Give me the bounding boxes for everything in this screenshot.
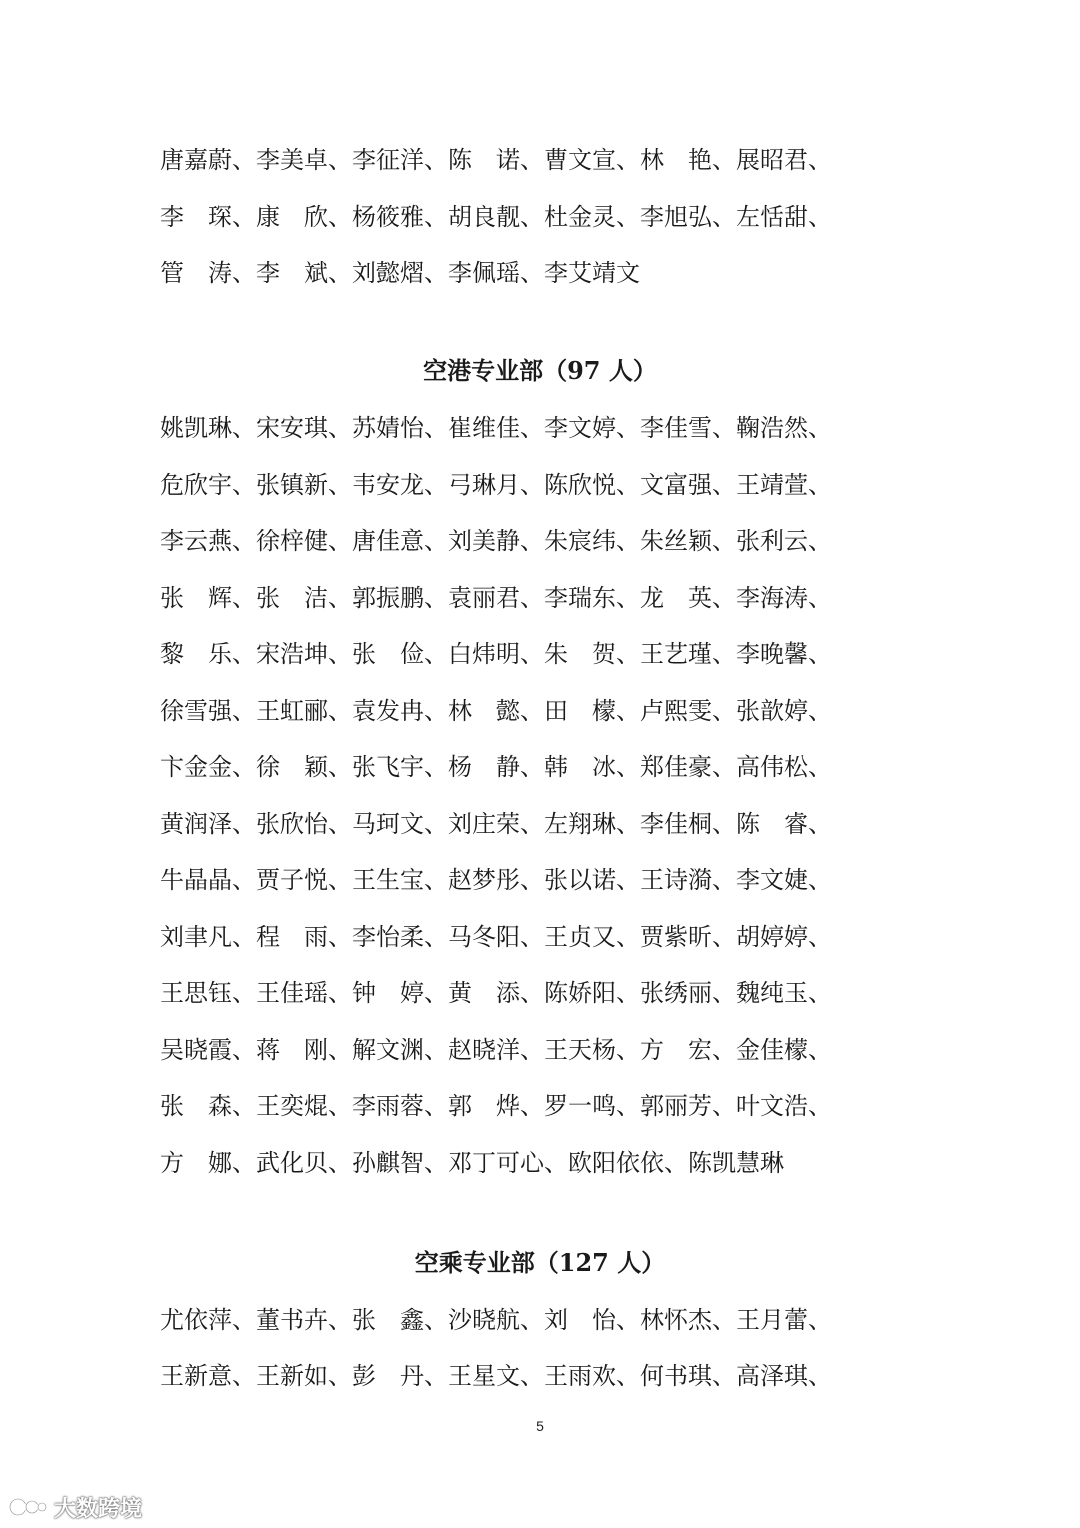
name-entry: 张 鑫、 bbox=[352, 1306, 448, 1334]
name-entry: 武化贝、 bbox=[256, 1149, 352, 1177]
name-entry: 龙 英、 bbox=[640, 584, 736, 612]
name-line bbox=[160, 408, 920, 448]
name-entry: 王靖萱、 bbox=[736, 471, 832, 499]
name-entry: 马珂文、 bbox=[352, 810, 448, 838]
name-entry: 郭丽芳、 bbox=[640, 1092, 736, 1120]
name-entry: 李雨蓉、 bbox=[352, 1092, 448, 1120]
name-entry: 黎 乐、 bbox=[160, 640, 256, 668]
name-entry: 弓琳月、 bbox=[448, 471, 544, 499]
name-entry: 王星文、 bbox=[448, 1362, 544, 1390]
name-entry: 唐佳意、 bbox=[352, 527, 448, 555]
name-entry: 刘庄荣、 bbox=[448, 810, 544, 838]
name-entry: 左翔琳、 bbox=[544, 810, 640, 838]
name-entry: 崔维佳、 bbox=[448, 414, 544, 442]
name-line bbox=[160, 465, 920, 505]
name-entry: 文富强、 bbox=[640, 471, 736, 499]
name-entry: 黄 添、 bbox=[448, 979, 544, 1007]
name-line bbox=[160, 804, 920, 844]
name-entry: 卞金金、 bbox=[160, 753, 256, 781]
name-entry: 王月蕾、 bbox=[736, 1306, 832, 1334]
name-entry: 张欣怡、 bbox=[256, 810, 352, 838]
name-entry: 袁发冉、 bbox=[352, 697, 448, 725]
name-entry: 王思钰、 bbox=[160, 979, 256, 1007]
name-entry: 郑佳豪、 bbox=[640, 753, 736, 781]
name-entry: 张歆婷、 bbox=[736, 697, 832, 725]
name-entry: 王雨欢、 bbox=[544, 1362, 640, 1390]
name-entry: 李怡柔、 bbox=[352, 923, 448, 951]
name-entry: 张 俭、 bbox=[352, 640, 448, 668]
watermark-text: 大数跨境 bbox=[54, 1496, 143, 1522]
name-entry: 陈 诺、 bbox=[448, 146, 544, 174]
name-entry: 贾子悦、 bbox=[256, 866, 352, 894]
name-entry: 张镇新、 bbox=[256, 471, 352, 499]
name-entry: 高伟松、 bbox=[736, 753, 832, 781]
name-line bbox=[160, 197, 920, 237]
name-entry: 张利云、 bbox=[736, 527, 832, 555]
name-line bbox=[160, 973, 920, 1013]
name-entry: 贾紫昕、 bbox=[640, 923, 736, 951]
name-entry: 陈欣悦、 bbox=[544, 471, 640, 499]
name-entry: 沙晓航、 bbox=[448, 1306, 544, 1334]
name-entry: 邓丁可心、 bbox=[448, 1149, 568, 1177]
name-line bbox=[160, 1030, 920, 1070]
name-entry: 牛晶晶、 bbox=[160, 866, 256, 894]
name-entry: 韦安龙、 bbox=[352, 471, 448, 499]
name-entry: 李征洋、 bbox=[352, 146, 448, 174]
name-entry: 王奕焜、 bbox=[256, 1092, 352, 1120]
name-line bbox=[160, 578, 920, 618]
section-heading-cabin: 空乘专业部（127 人） bbox=[414, 1248, 666, 1277]
name-entry: 刘 怡、 bbox=[544, 1306, 640, 1334]
name-line bbox=[160, 917, 920, 957]
name-entry: 张 洁、 bbox=[256, 584, 352, 612]
name-entry: 徐雪强、 bbox=[160, 697, 256, 725]
name-entry: 李文婕、 bbox=[736, 866, 832, 894]
name-entry: 钟 婷、 bbox=[352, 979, 448, 1007]
name-entry: 叶文浩、 bbox=[736, 1092, 832, 1120]
name-entry: 李云燕、 bbox=[160, 527, 256, 555]
name-entry: 胡婷婷、 bbox=[736, 923, 832, 951]
name-entry: 董书卉、 bbox=[256, 1306, 352, 1334]
name-entry: 杜金灵、 bbox=[544, 203, 640, 231]
name-line bbox=[160, 860, 920, 900]
name-entry: 徐 颖、 bbox=[256, 753, 352, 781]
name-entry: 田 檬、 bbox=[544, 697, 640, 725]
name-entry: 罗一鸣、 bbox=[544, 1092, 640, 1120]
name-entry: 王诗漪、 bbox=[640, 866, 736, 894]
name-line bbox=[160, 1086, 920, 1126]
name-entry: 方 宏、 bbox=[640, 1036, 736, 1064]
name-entry: 朱丝颖、 bbox=[640, 527, 736, 555]
name-entry: 马冬阳、 bbox=[448, 923, 544, 951]
name-entry: 张以诺、 bbox=[544, 866, 640, 894]
name-entry: 张 辉、 bbox=[160, 584, 256, 612]
name-entry: 尤依萍、 bbox=[160, 1306, 256, 1334]
name-entry: 孙麒智、 bbox=[352, 1149, 448, 1177]
name-entry: 李海涛、 bbox=[736, 584, 832, 612]
name-entry: 朱宸纬、 bbox=[544, 527, 640, 555]
name-entry: 魏纯玉、 bbox=[736, 979, 832, 1007]
name-entry: 王新如、 bbox=[256, 1362, 352, 1390]
name-entry: 王虹郦、 bbox=[256, 697, 352, 725]
name-line bbox=[160, 521, 920, 561]
name-entry: 解文渊、 bbox=[352, 1036, 448, 1064]
name-line bbox=[160, 1300, 920, 1340]
name-entry: 林 艳、 bbox=[640, 146, 736, 174]
name-entry: 李旭弘、 bbox=[640, 203, 736, 231]
name-entry: 蒋 刚、 bbox=[256, 1036, 352, 1064]
name-entry: 李美卓、 bbox=[256, 146, 352, 174]
name-entry: 杨 静、 bbox=[448, 753, 544, 781]
name-entry: 程 雨、 bbox=[256, 923, 352, 951]
name-entry: 刘聿凡、 bbox=[160, 923, 256, 951]
name-entry: 高泽琪、 bbox=[736, 1362, 832, 1390]
name-entry: 袁丽君、 bbox=[448, 584, 544, 612]
name-line bbox=[160, 253, 920, 293]
name-entry: 陈娇阳、 bbox=[544, 979, 640, 1007]
name-entry: 卢熙雯、 bbox=[640, 697, 736, 725]
name-entry: 郭 烨、 bbox=[448, 1092, 544, 1120]
name-entry: 唐嘉蔚、 bbox=[160, 146, 256, 174]
name-entry: 李佳桐、 bbox=[640, 810, 736, 838]
name-entry: 宋浩坤、 bbox=[256, 640, 352, 668]
name-entry: 李 琛、 bbox=[160, 203, 256, 231]
name-line bbox=[160, 691, 920, 731]
name-entry: 朱 贺、 bbox=[544, 640, 640, 668]
name-entry: 李晚馨、 bbox=[736, 640, 832, 668]
name-entry: 李佩瑶、 bbox=[448, 259, 544, 287]
name-entry: 韩 冰、 bbox=[544, 753, 640, 781]
name-entry: 刘美静、 bbox=[448, 527, 544, 555]
name-entry: 黄润泽、 bbox=[160, 810, 256, 838]
name-line bbox=[160, 1143, 920, 1183]
name-entry: 左恬甜、 bbox=[736, 203, 832, 231]
name-entry: 张 森、 bbox=[160, 1092, 256, 1120]
name-entry: 吴晓霞、 bbox=[160, 1036, 256, 1064]
name-entry: 管 涛、 bbox=[160, 259, 256, 287]
name-entry: 王天杨、 bbox=[544, 1036, 640, 1064]
name-entry: 赵晓洋、 bbox=[448, 1036, 544, 1064]
name-entry: 彭 丹、 bbox=[352, 1362, 448, 1390]
name-entry: 赵梦彤、 bbox=[448, 866, 544, 894]
name-entry: 鞠浩然、 bbox=[736, 414, 832, 442]
name-entry: 张绣丽、 bbox=[640, 979, 736, 1007]
name-entry: 张飞宇、 bbox=[352, 753, 448, 781]
name-entry: 李 斌、 bbox=[256, 259, 352, 287]
name-entry: 王新意、 bbox=[160, 1362, 256, 1390]
name-entry: 李瑞东、 bbox=[544, 584, 640, 612]
name-entry: 郭振鹏、 bbox=[352, 584, 448, 612]
name-entry: 李文婷、 bbox=[544, 414, 640, 442]
name-entry: 姚凯琳、 bbox=[160, 414, 256, 442]
name-entry: 欧阳依依、 bbox=[568, 1149, 688, 1177]
name-entry: 何书琪、 bbox=[640, 1362, 736, 1390]
name-entry: 王贞又、 bbox=[544, 923, 640, 951]
name-line bbox=[160, 140, 920, 180]
name-entry: 白炜明、 bbox=[448, 640, 544, 668]
name-entry: 陈凯慧琳 bbox=[688, 1149, 784, 1177]
name-entry: 金佳檬、 bbox=[736, 1036, 832, 1064]
page-number: 5 bbox=[536, 1418, 544, 1434]
brand-logo-icon bbox=[8, 1494, 48, 1520]
section-heading-airport: 空港专业部（97 人） bbox=[423, 356, 657, 385]
name-entry: 徐梓健、 bbox=[256, 527, 352, 555]
name-entry: 王艺瑾、 bbox=[640, 640, 736, 668]
name-entry: 苏婧怡、 bbox=[352, 414, 448, 442]
name-entry: 杨筱雅、 bbox=[352, 203, 448, 231]
name-entry: 陈 睿、 bbox=[736, 810, 832, 838]
name-line bbox=[160, 1356, 920, 1396]
name-entry: 康 欣、 bbox=[256, 203, 352, 231]
name-entry: 李佳雪、 bbox=[640, 414, 736, 442]
name-entry: 曹文宣、 bbox=[544, 146, 640, 174]
name-entry: 林怀杰、 bbox=[640, 1306, 736, 1334]
name-entry: 刘懿熠、 bbox=[352, 259, 448, 287]
name-line bbox=[160, 747, 920, 787]
name-entry: 林 懿、 bbox=[448, 697, 544, 725]
watermark bbox=[8, 1490, 142, 1524]
name-entry: 方 娜、 bbox=[160, 1149, 256, 1177]
name-entry: 展昭君、 bbox=[736, 146, 832, 174]
name-entry: 危欣宇、 bbox=[160, 471, 256, 499]
name-line bbox=[160, 634, 920, 674]
name-entry: 宋安琪、 bbox=[256, 414, 352, 442]
name-entry: 李艾靖文 bbox=[544, 259, 640, 287]
name-entry: 王生宝、 bbox=[352, 866, 448, 894]
name-entry: 王佳瑶、 bbox=[256, 979, 352, 1007]
name-entry: 胡良靓、 bbox=[448, 203, 544, 231]
